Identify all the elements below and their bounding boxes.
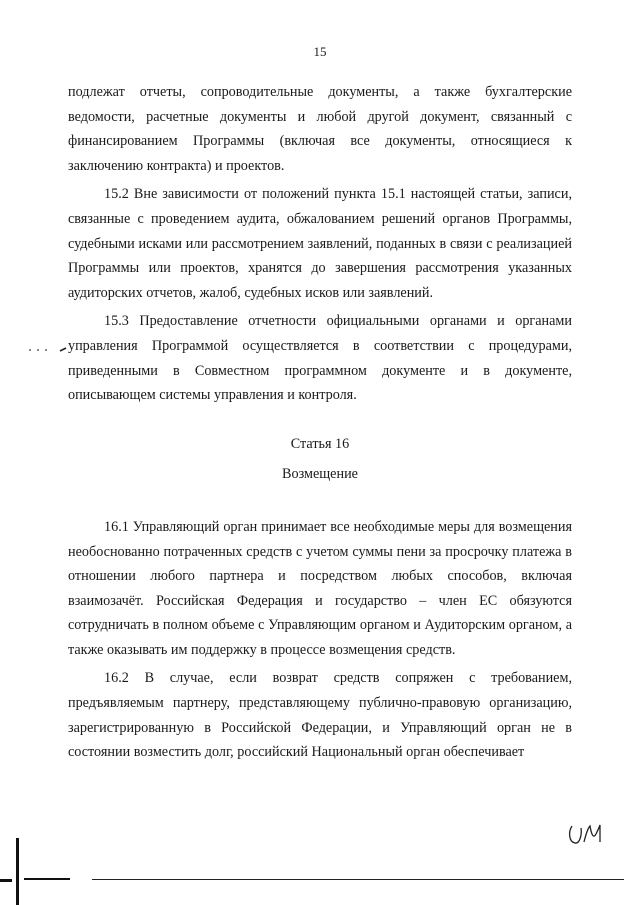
paragraph-15-3: 15.3 Предоставление отчетности официальными органами и органами управления Программой осуществляется в соответствии с процедурами, приведенными в Совместном программном документе и в документе, описывающем системы управления и контроля. bbox=[68, 313, 572, 404]
paragraph-continuation: подлежат отчеты, сопроводительные документы, а также бухгалтерские ведомости, расчетные документы и любой другой документ, связанный с финансированием Программы (включая все документы, относящиеся к заключению контракта) и проектов. bbox=[68, 84, 572, 174]
margin-marks-icon bbox=[26, 344, 70, 354]
handwritten-initials-icon bbox=[566, 820, 606, 848]
article-title: Возмещение bbox=[282, 466, 358, 483]
paragraph-15-2: 15.2 Вне зависимости от положений пункта 15.1 настоящей статьи, записи, связанные с проведением аудита, обжалованием решений органов Программы, судебными исками или рассмотрением заявлений, поданных в связи с реализацией Программы или проектов, хранятся до завершения рассмотрения указанных аудиторских отчетов, жалоб, судебных исков или заявлений. bbox=[68, 186, 572, 301]
bottom-rule-right bbox=[92, 879, 624, 880]
paragraph-16-2: 16.2 В случае, если возврат средств сопряжен с требованием, предъявляемым партнеру, представляющему публично-правовую организацию, зарегистрированную в Российской Федерации, и Управляющий орган не в состоянии возместить долг, российский Национальный орган обеспечивает bbox=[68, 670, 572, 761]
bottom-dash bbox=[0, 879, 12, 882]
left-margin-rule bbox=[16, 838, 19, 905]
article-number: Статья 16 bbox=[290, 435, 350, 452]
document-body bbox=[68, 80, 572, 765]
paragraph-16-1: 16.1 Управляющий орган принимает все необходимые меры для возмещения необоснованно потраченных средств с учетом суммы пени за просрочку платежа в отношении любого партнера и посредством любых способов, включая взаимозачёт. Российская Федерация и государство – член ЕС обязуются сотрудничать в полном объеме с Управляющим органом и Аудиторским органом, а также оказывать им поддержку в процессе возмещения средств. bbox=[68, 518, 572, 658]
bottom-rule-left bbox=[24, 878, 70, 880]
page-number: 15 bbox=[313, 44, 327, 59]
